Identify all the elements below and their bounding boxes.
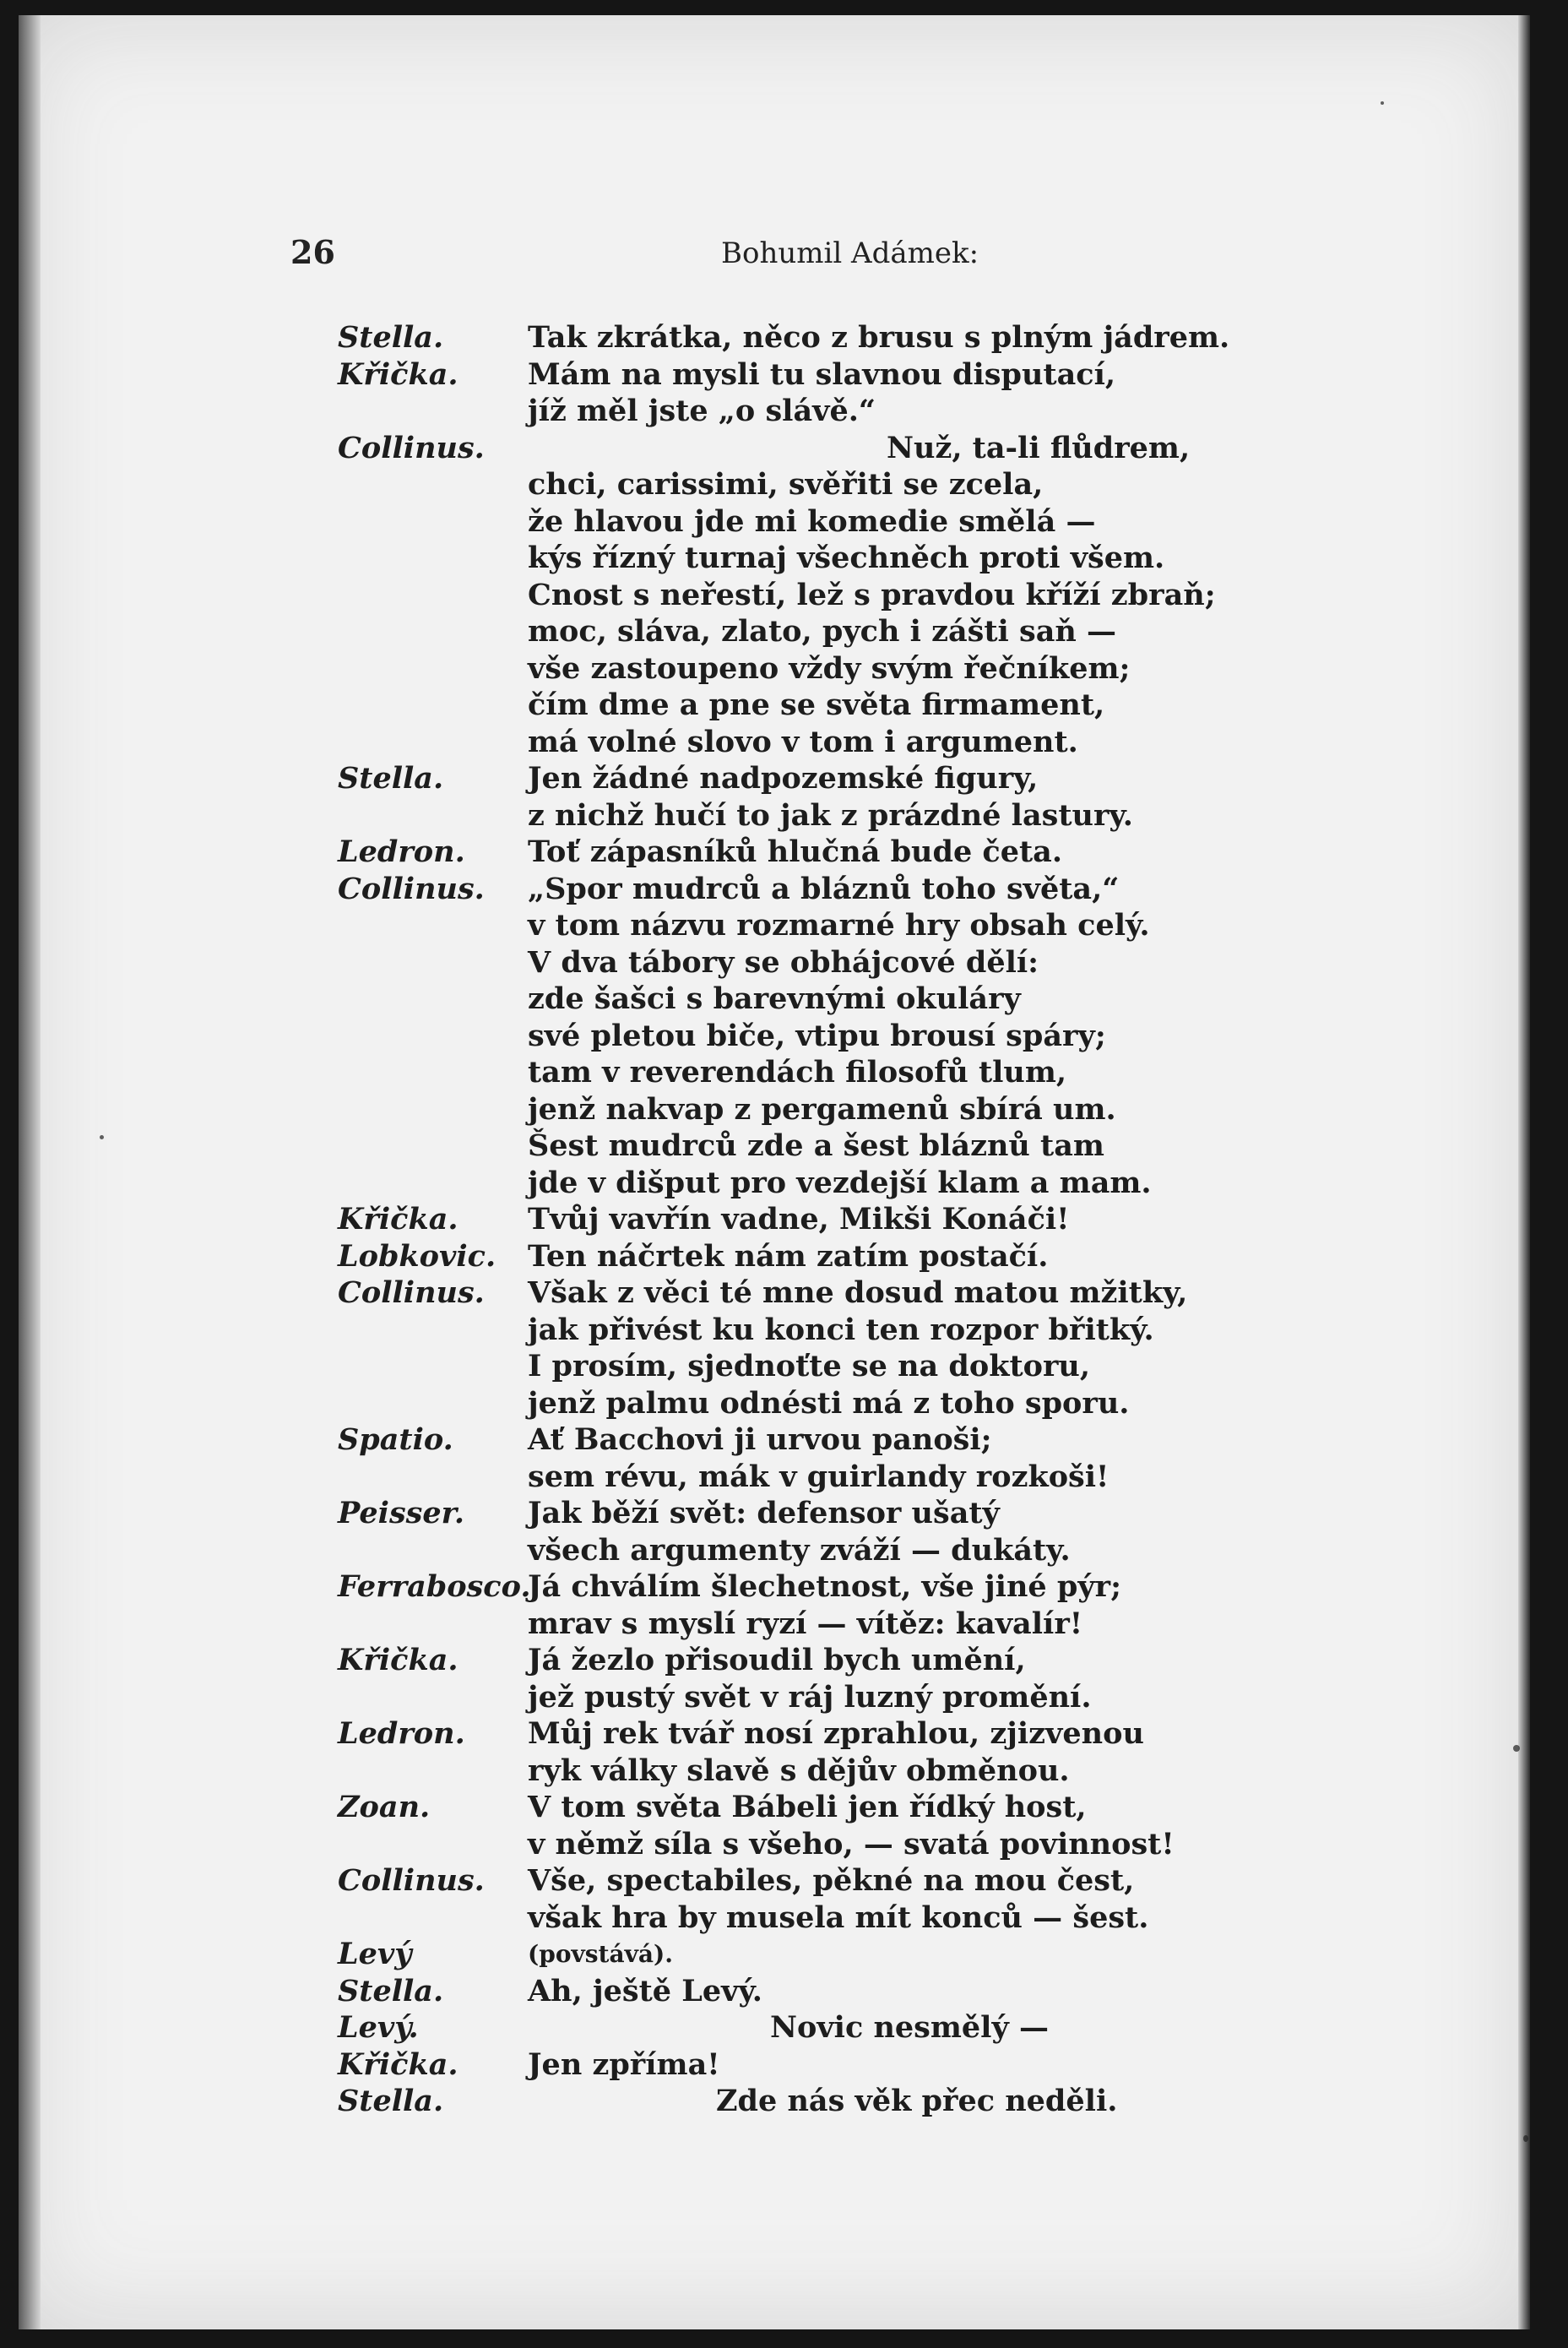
- verse-text: z nichž hučí to jak z prázdné lastury.: [528, 797, 1133, 833]
- verse-text: Já chválím šlechetnost, vše jiné pýr;: [528, 1569, 1122, 1604]
- speaker-name: Collinus.: [338, 1863, 485, 1898]
- dialogue-line: [338, 1642, 1309, 1679]
- verse-text: „Spor mudrců a bláznů toho světa,“: [528, 871, 1120, 906]
- speaker-name: Stella.: [338, 1973, 444, 2008]
- verse-text: Ať Bacchovi ji urvou panoši;: [528, 1422, 992, 1457]
- verse-text: Tvůj vavřín vadne, Mikši Konáči!: [528, 1202, 1070, 1237]
- verse-text: všech argumenty zváží — dukáty.: [528, 1532, 1071, 1568]
- speaker-name: Lobkovic.: [338, 1238, 496, 1274]
- page-left-edge-shadow: [19, 15, 41, 2329]
- verse-text: tam v reverendách filosofů tlum,: [528, 1055, 1067, 1090]
- verse-text: I prosím, sjednoťte se na doktoru,: [528, 1349, 1091, 1383]
- dialogue-line: [338, 1973, 1309, 2010]
- paper-speck: [1381, 101, 1384, 105]
- speaker-name: Stella.: [338, 761, 444, 796]
- verse-text: jež pustý svět v ráj luzný promění.: [528, 1679, 1092, 1715]
- speaker-name: Levý: [338, 1937, 412, 1971]
- play-text: [338, 319, 1309, 2120]
- dialogue-line: [338, 944, 1309, 981]
- dialogue-line: [338, 577, 1309, 614]
- dialogue-line: [338, 1606, 1309, 1643]
- verse-text: kýs řízný turnaj všechněch proti všem.: [528, 541, 1165, 575]
- verse-text: Jen zpříma!: [528, 2046, 720, 2082]
- verse-text: chci, carissimi, svěřiti se zcela,: [528, 467, 1044, 502]
- dialogue-line: [338, 1789, 1309, 1826]
- verse-text: v němž síla s všeho, — svatá povinnost!: [528, 1826, 1175, 1862]
- speaker-name: Ferrabosco.: [338, 1569, 531, 1604]
- verse-text: moc, sláva, zlato, pych i zášti saň —: [528, 614, 1117, 649]
- verse-text: jenž palmu odnésti má z toho sporu.: [528, 1385, 1130, 1421]
- dialogue-line: [338, 2046, 1309, 2084]
- speaker-name: Ledron.: [338, 1716, 465, 1751]
- verse-text: jenž nakvap z pergamenů sbírá um.: [528, 1091, 1116, 1127]
- dialogue-line: [338, 1900, 1309, 1937]
- dialogue-line: [338, 2083, 1309, 2120]
- verse-text: čím dme a pne se světa firmament,: [528, 688, 1105, 722]
- dialogue-line: [338, 1238, 1309, 1275]
- dialogue-line: [338, 1862, 1309, 1900]
- dialogue-line: [338, 1018, 1309, 1055]
- running-head: Bohumil Adámek:: [721, 236, 979, 270]
- speaker-name: Collinus.: [338, 430, 485, 465]
- verse-text: zde šašci s barevnými okuláry: [528, 981, 1021, 1016]
- verse-text: jak přivést ku konci ten rozpor břitký.: [528, 1312, 1154, 1347]
- dialogue-line: [338, 1459, 1309, 1496]
- dialogue-line: [338, 1826, 1309, 1863]
- speaker-name: Collinus.: [338, 871, 485, 906]
- verse-text: Vše, spectabiles, pěkné na mou čest,: [528, 1863, 1135, 1898]
- speaker-name: Ledron.: [338, 834, 465, 869]
- verse-text: Zde nás věk přec neděli.: [716, 2084, 1118, 2118]
- dialogue-line: [338, 1421, 1309, 1459]
- verse-text: má volné slovo v tom i argument.: [528, 724, 1078, 759]
- speaker-name: Peisser.: [338, 1496, 465, 1530]
- page-header: [290, 233, 1261, 284]
- page-number: 26: [290, 233, 335, 271]
- dialogue-line: [338, 1054, 1309, 1091]
- dialogue-line: [338, 356, 1309, 394]
- speaker-name: Stella.: [338, 2084, 444, 2118]
- verse-text: sem révu, mák v guirlandy rozkoši!: [528, 1459, 1110, 1494]
- speaker-name: Křička.: [338, 356, 458, 392]
- verse-text: Tak zkrátka, něco z brusu s plným jádrem.: [528, 320, 1230, 355]
- verse-text: Já žezlo přisoudil bych umění,: [528, 1643, 1026, 1677]
- dialogue-line: [338, 1753, 1309, 1790]
- dialogue-line: [338, 981, 1309, 1018]
- dialogue-line: [338, 724, 1309, 761]
- dialogue-line: [338, 2009, 1309, 2046]
- verse-text: své pletou biče, vtipu brousí spáry;: [528, 1018, 1106, 1053]
- dialogue-line: [338, 687, 1309, 724]
- verse-text: Šest mudrců zde a šest bláznů tam: [528, 1128, 1104, 1163]
- speaker-name: Levý.: [338, 2010, 419, 2045]
- dialogue-line: [338, 1679, 1309, 1716]
- verse-text: Ah, ještě Levý.: [528, 1973, 762, 2008]
- dialogue-line: [338, 1568, 1309, 1606]
- dialogue-line: [338, 1165, 1309, 1202]
- verse-text: mrav s myslí ryzí — vítěz: kavalír!: [528, 1606, 1083, 1641]
- speaker-name: Křička.: [338, 2046, 458, 2082]
- dialogue-line: [338, 907, 1309, 944]
- speaker-name: Collinus.: [338, 1275, 485, 1310]
- verse-text: V tom světa Bábeli jen řídký host,: [528, 1790, 1087, 1824]
- dialogue-line: [338, 319, 1309, 356]
- dialogue-line: [338, 1532, 1309, 1569]
- speaker-name: Stella.: [338, 320, 444, 355]
- dialogue-line: [338, 430, 1309, 467]
- verse-text: Jen žádné nadpozemské figury,: [528, 761, 1039, 796]
- paper-speck: [100, 1135, 104, 1139]
- verse-text: Cnost s neřestí, lež s pravdou kříží zbraň;: [528, 577, 1216, 612]
- dialogue-line: [338, 1495, 1309, 1532]
- verse-text: Ten náčrtek nám zatím postačí.: [528, 1238, 1049, 1274]
- verse-text: Však z věci té mne dosud matou mžitky,: [528, 1275, 1188, 1310]
- verse-text: jíž měl jste „o slávě.“: [528, 394, 876, 428]
- dialogue-line: [338, 1091, 1309, 1128]
- dialogue-line: [338, 1385, 1309, 1422]
- dialogue-line: [338, 1936, 1309, 1973]
- verse-text: však hra by musela mít konců — šest.: [528, 1900, 1149, 1935]
- verse-text: v tom názvu rozmarné hry obsah celý.: [528, 908, 1150, 943]
- dialogue-line: [338, 1348, 1309, 1385]
- verse-text: Můj rek tvář nosí zprahlou, zjizvenou: [528, 1716, 1144, 1751]
- speaker-name: Křička.: [338, 1643, 458, 1677]
- verse-text: Toť zápasníků hlučná bude četa.: [528, 834, 1063, 869]
- verse-text: vše zastoupeno vždy svým řečníkem;: [528, 650, 1131, 686]
- dialogue-line: [338, 393, 1309, 430]
- dialogue-line: [338, 1275, 1309, 1312]
- speaker-name: Spatio.: [338, 1422, 453, 1457]
- paper-speck: [1513, 1745, 1520, 1752]
- paper-speck: [1523, 2135, 1528, 2142]
- stage-direction: (povstává).: [528, 1940, 674, 1968]
- dialogue-line: [338, 760, 1309, 797]
- dialogue-line: [338, 650, 1309, 688]
- dialogue-line: [338, 871, 1309, 908]
- verse-text: jde v dišput pro vezdejší klam a mam.: [528, 1165, 1152, 1200]
- dialogue-line: [338, 1128, 1309, 1165]
- dialogue-line: [338, 466, 1309, 503]
- verse-text: V dva tábory se obhájcové dělí:: [528, 944, 1039, 980]
- verse-text: Novic nesmělý —: [770, 2010, 1050, 2045]
- dialogue-line: [338, 1201, 1309, 1238]
- verse-text: ryk války slavě s dějův obměnou.: [528, 1753, 1070, 1788]
- dialogue-line: [338, 613, 1309, 650]
- speaker-name: Zoan.: [338, 1790, 431, 1824]
- speaker-name: Křička.: [338, 1202, 458, 1237]
- verse-text: Nuž, ta-li flůdrem,: [887, 430, 1191, 465]
- dialogue-line: [338, 503, 1309, 541]
- dialogue-line: [338, 540, 1309, 577]
- page-right-edge-shadow: [1518, 15, 1530, 2329]
- dialogue-line: [338, 1715, 1309, 1753]
- dialogue-line: [338, 797, 1309, 834]
- verse-text: Jak běží svět: defensor ušatý: [528, 1496, 1000, 1530]
- verse-text: že hlavou jde mi komedie smělá —: [528, 503, 1096, 539]
- verse-text: Mám na mysli tu slavnou disputací,: [528, 356, 1116, 392]
- book-page: [19, 15, 1530, 2329]
- dialogue-line: [338, 834, 1309, 871]
- dialogue-line: [338, 1312, 1309, 1349]
